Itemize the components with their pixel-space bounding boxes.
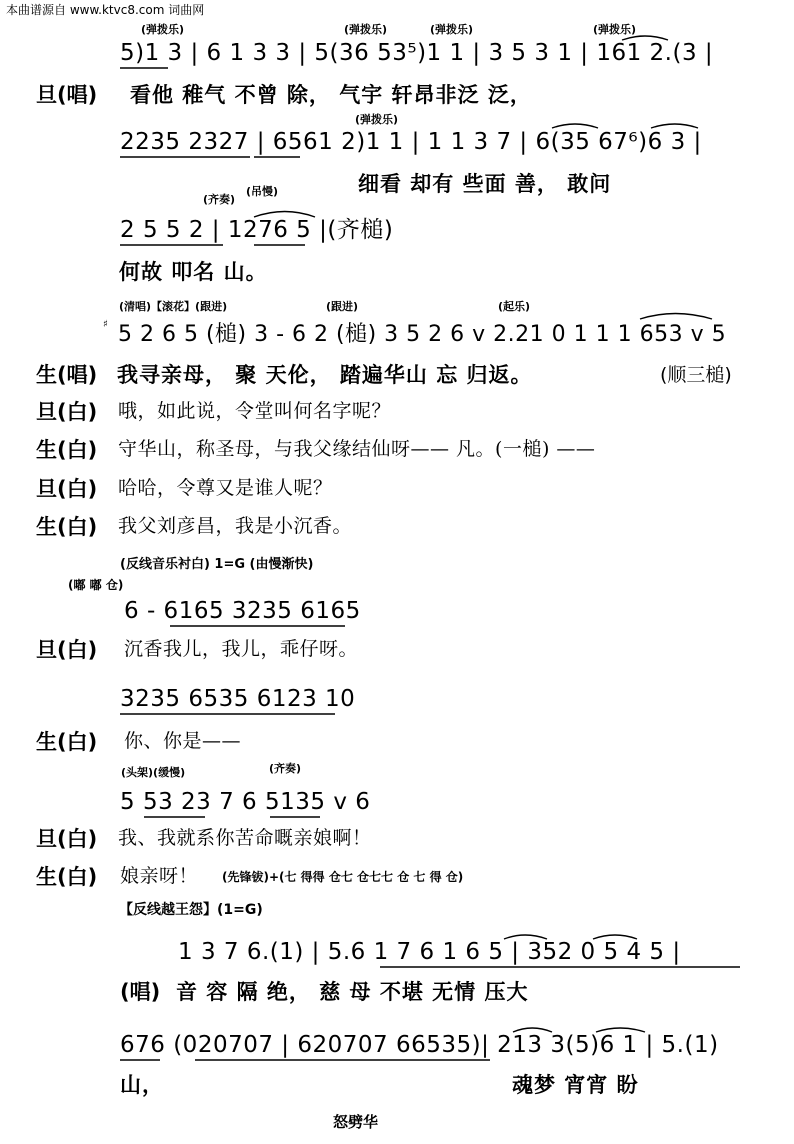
dialogue-text: 娘亲呀！ — [120, 865, 199, 887]
percussion-cue: (先锋钹)+(七 得得 仓七 仓七七 仓 七 得 仓) — [222, 870, 464, 884]
dialogue-text: 守华山，称圣母，与我父缘结仙呀—— 凡。(一槌) —— — [118, 438, 596, 460]
role-label: 生(白) — [36, 438, 98, 462]
role-label: 旦(白) — [36, 827, 98, 851]
notation-line: 3235 6535 6123 10 — [120, 686, 356, 712]
role-label: 旦(白) — [36, 400, 98, 424]
annotation: (清唱)【滚花】(跟进) — [119, 300, 228, 313]
annotation: (弹拨乐) — [344, 23, 388, 36]
footer-title: 怒劈华 — [333, 1113, 379, 1131]
notation-line: 5 53 23 7 6 5135 v 6 — [120, 789, 371, 815]
section-heading: 【反线越王怨】(1=G) — [119, 902, 263, 918]
role-label: 生(白) — [36, 515, 98, 539]
dialogue-text: 哈哈，令尊又是谁人呢？ — [118, 477, 333, 499]
notation-line: 5 2 6 5 (槌) 3 - 6 2 (槌) 3 5 2 6 v 2.21 0 1 1 1 653 v 5 — [118, 322, 727, 347]
annotation: (弹拨乐) — [430, 23, 474, 36]
notation-line: 1 3 7 6.(1) | 5.6 1 7 6 1 6 5 | 352 0 5 4 5 | — [178, 939, 681, 965]
section-heading: (反线音乐衬白) 1=G (由慢渐快) — [120, 557, 314, 572]
notation-line: 2 5 5 2 | 1276 5 |(齐槌) — [120, 217, 394, 243]
lyrics-line: 山， — [120, 1073, 164, 1097]
annotation: (弹拨乐) — [355, 113, 399, 126]
percussion-cue: (嘟 嘟 仓) — [68, 578, 124, 592]
lyrics-line: 细看 却有 些面 善， 敢问 — [358, 172, 612, 196]
notation-line: 6 - 6165 3235 6165 — [124, 598, 361, 624]
lyrics-line: 我寻亲母， 聚 天伦， 踏遍华山 忘 归返。 — [117, 363, 533, 387]
annotation: (弹拨乐) — [593, 23, 637, 36]
lyrics-line: 何故 叩名 山。 — [119, 260, 268, 284]
role-label: (唱) — [120, 980, 161, 1004]
notation-line: 676 (020707 | 620707 66535)| 213 3(5)6 1 | 5.(1) — [120, 1032, 719, 1058]
lyrics-line: 看他 稚气 不曾 除， 气宇 轩昂非泛 泛， — [130, 83, 532, 107]
dialogue-text: 哦，如此说，令堂叫何名字呢？ — [118, 400, 392, 422]
lyrics-line: 音 容 隔 绝， 慈 母 不堪 无情 压大 — [176, 980, 529, 1004]
dialogue-text: 沉香我儿，我儿，乖仔呀。 — [124, 638, 359, 660]
role-label: 旦(白) — [36, 477, 98, 501]
notation-line: 5)1 3 | 6 1 3 3 | 5(36 53⁵)1 1 | 3 5 3 1 | 161 2.(3 | — [120, 40, 714, 66]
role-label: 生(唱) — [36, 363, 98, 387]
role-label: 生(白) — [36, 730, 98, 754]
annotation: (弹拨乐) — [141, 23, 185, 36]
lyrics-line: 魂梦 宵宵 盼 — [512, 1073, 639, 1097]
dialogue-text: 我、我就系你苦命嘅亲娘啊！ — [118, 827, 372, 849]
annotation: (起乐) — [498, 300, 531, 313]
role-label: 旦(白) — [36, 638, 98, 662]
annotation: (跟进) — [326, 300, 359, 313]
dialogue-text: 你、你是—— — [124, 730, 242, 752]
cue-text: (顺三槌) — [660, 364, 732, 386]
annotation: (齐奏) — [203, 193, 236, 206]
role-label: 生(白) — [36, 865, 98, 889]
role-label: 旦(唱) — [36, 83, 98, 107]
annotation: (吊慢) — [246, 185, 279, 198]
dialogue-text: 我父刘彦昌，我是小沉香。 — [118, 515, 353, 537]
annotation: (齐奏) — [269, 762, 302, 775]
annotation: (头架)(缓慢) — [121, 766, 186, 779]
sharp-icon: ♯ — [103, 319, 108, 330]
notation-line: 2235 2327 | 6561 2)1 1 | 1 1 3 7 | 6(35 67⁶)6 3 | — [120, 129, 702, 155]
site-watermark: 本曲谱源自 www.ktvc8.com 词曲网 — [6, 3, 205, 17]
